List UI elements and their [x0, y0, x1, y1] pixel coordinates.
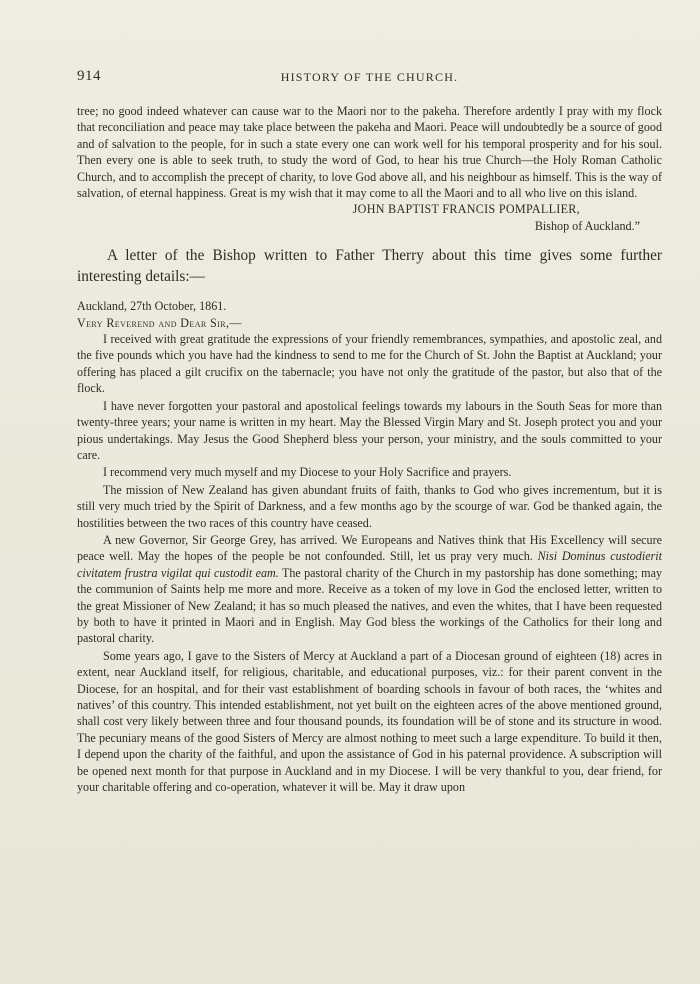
paragraph-text: The pastoral charity of the Church in my pastorship has done something; may the communion of Saints help me more and more. Receive as a token of my love in God the enclosed letter, written to the great Missioner of New Zealand; it has so much pleased the natives, and even the whites, that I have been requested by both to have it printed in Maori and in English. May God bless the workings of the Catholics for their long and pastoral charity. [77, 565, 662, 646]
page-header [77, 68, 662, 88]
letter-paragraph: I received with great gratitude the expressions of your friendly remembrances, sympathies, and apostolic zeal, and the five pounds which you have had the kindness to send to me for the Church of St. John the Baptist at Auckland; your offering has placed a gilt crucifix on the tabernacle; you have not only the gratitude of the pastor, but also that of the flock. [77, 332, 662, 396]
letter-paragraph: I have never forgotten your pastoral and apostolical feelings towards my labours in the South Seas for more than twenty-three years; your name is written in my heart. May the Blessed Virgin Mary and St. Joseph protect you and your pious undertakings. May Jesus the Good Shepherd bless your person, your ministry, and the souls committed to your care. [77, 398, 662, 462]
signature-block [77, 201, 662, 234]
letter-salutation: Very Reverend and Dear Sir,— [77, 315, 242, 330]
letter-paragraph: I recommend very much myself and my Diocese to your Holy Sacrifice and prayers. [103, 465, 512, 480]
paragraph-text: A new Governor, Sir George Grey, has arrived. We Europeans and Natives think that His Excellency will secure peace well. May the hopes of the people be not confounded. Still, let us pray very much. [77, 532, 662, 564]
signature-title: Bishop of Auckland.” [534, 218, 640, 233]
letter-paragraph: Some years ago, I gave to the Sisters of Mercy at Auckland a part of a Diocesan ground of eighteen (18) acres in extent, near Auckland itself, for religious, charitable, and educational purposes, viz.: for their parent convent in the Diocese, for an hospital, and for their vast establishment of boarding schools in favour of both races, the ‘whites and natives’ of this country. This intended establishment, not yet built on the eighteen acres of the above mentioned ground, shall cost very likely between three and four thousand pounds, its foundation will be of stone and its structure in wood. The pecuniary means of the good Sisters of Mercy are almost nothing to meet such a large expenditure. To build it then, I depend upon the charity of the faithful, and upon the assistance of God in his paternal providence. A subscription will be opened next month for that purpose in Auckland and in my Diocese. I will be very thankful to you, dear friend, for your charitable offering and co-operation, whatever it will be. May it draw upon [77, 648, 662, 795]
closing-paragraph: tree; no good indeed whatever can cause war to the Maori nor to the pakeha. Therefore ardently I pray with my flock that reconciliation and peace may take place between the pakeha and Maori. Peace will undoubtedly be a source of good and of salvation to the people, for in such a state every one can work well for his temporal prosperity and for his soul. Then every one is able to seek truth, to study the word of God, to hear his true Church—the Holy Roman Catholic Church, and to accomplish the precept of charity, to love God above all, and his neighbour as himself. This is the way of salvation, of eternal happiness. Great is my wish that it may come to all the Maori and to all who live on this island. [77, 104, 662, 201]
letter-paragraph [77, 532, 662, 647]
letter-dateline: Auckland, 27th October, 1861. [77, 299, 227, 314]
letter-paragraph: The mission of New Zealand has given abundant fruits of faith, thanks to God who gives incrementum, but it is still very much tried by the Spirit of Darkness, and a few months ago by the scourge of war. God be thanked again, the hostilities between the two races of this country have ceased. [77, 482, 662, 530]
page-number: 914 [77, 68, 101, 84]
running-title: HISTORY OF THE CHURCH. [280, 70, 459, 84]
page-body [77, 103, 662, 795]
signature-name: JOHN BAPTIST FRANCIS POMPALLIER, [352, 202, 580, 217]
latin-quotation: Nisi Dominus custodierit civitatem frustra vigilat qui custodit eam. [77, 549, 662, 580]
letter-introduction: A letter of the Bishop written to Father Therry about this time gives some further interesting details:— [77, 247, 662, 286]
